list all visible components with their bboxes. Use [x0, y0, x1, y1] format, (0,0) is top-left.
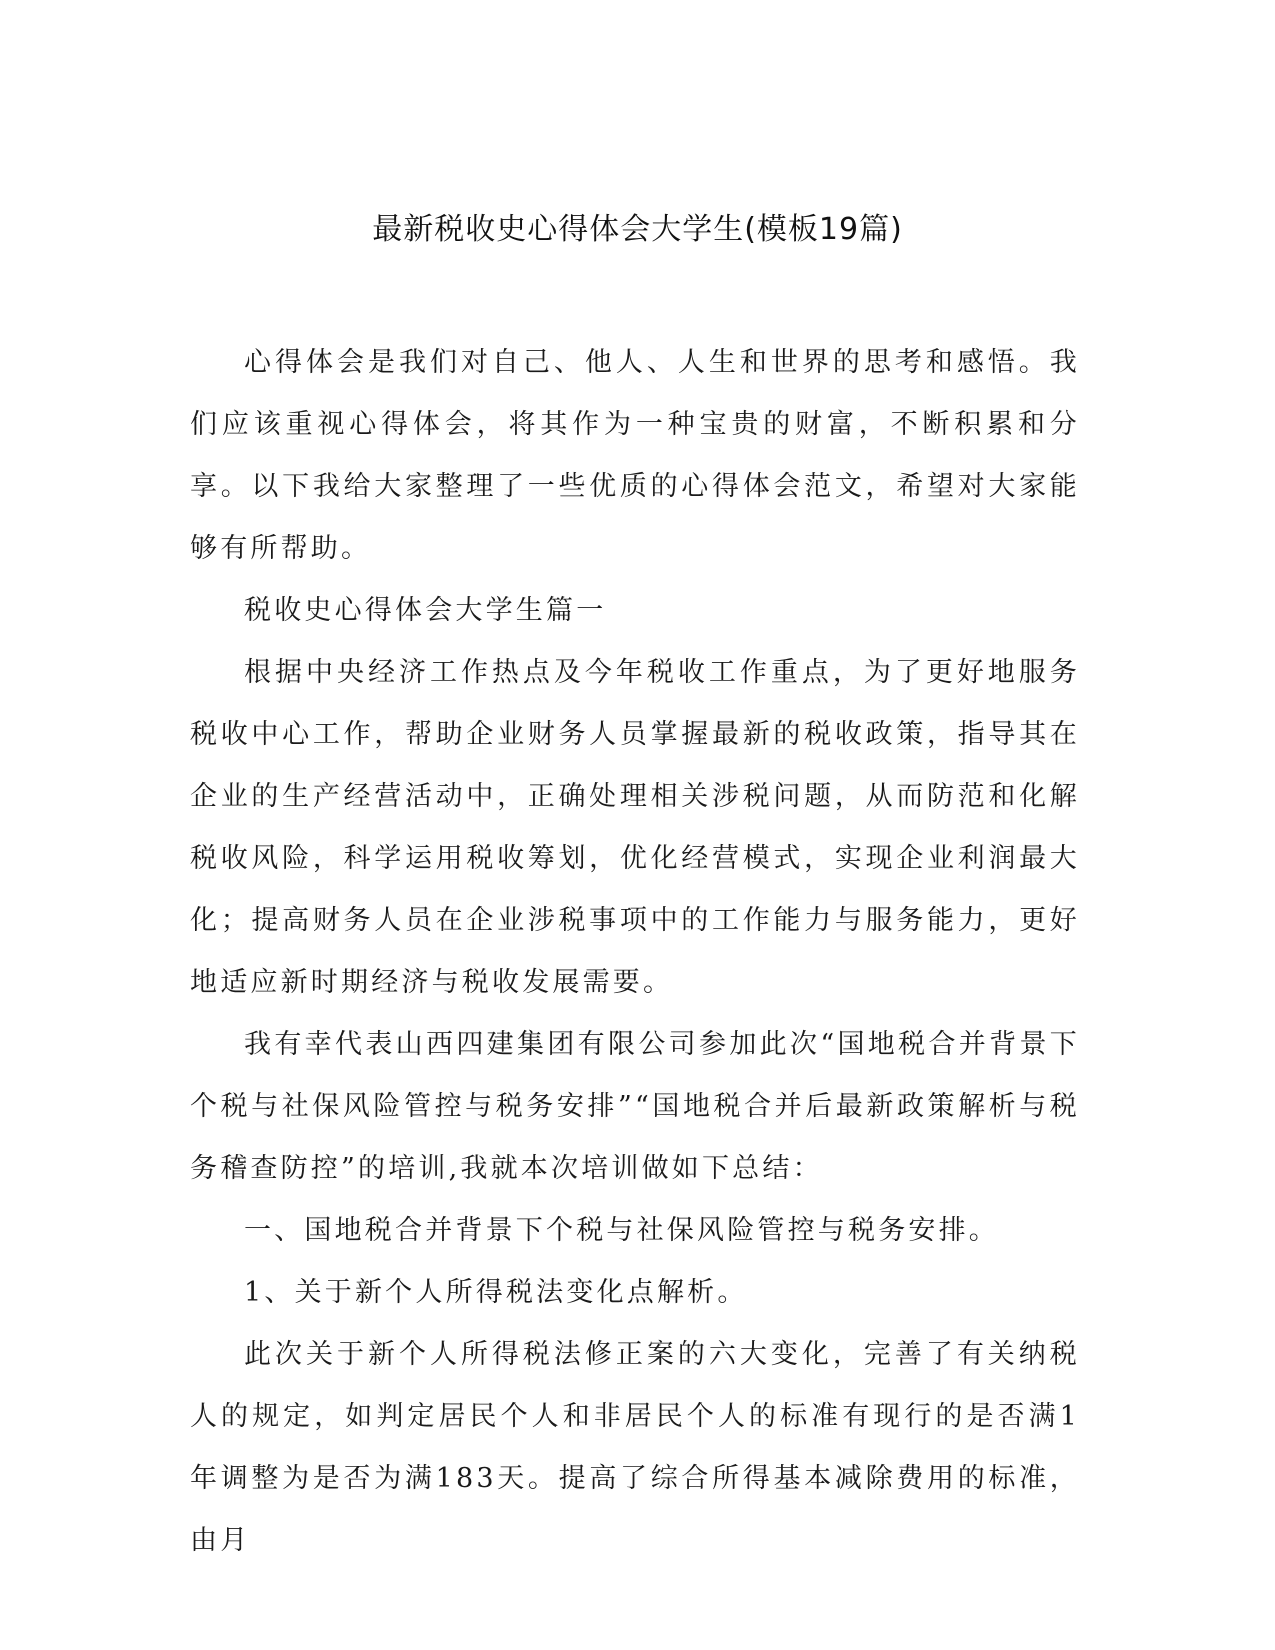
paragraph-intro: 心得体会是我们对自己、他人、人生和世界的思考和感悟。我们应该重视心得体会，将其作为一种宝贵的财富，不断积累和分享。以下我给大家整理了一些优质的心得体会范文，希望对大家能够有所帮助。: [190, 347, 1080, 564]
subsection-heading: 1、关于新个人所得税法变化点解析。: [244, 1277, 748, 1308]
section-heading: 税收史心得体会大学生篇一: [244, 595, 607, 626]
paragraph: 此次关于新个人所得税法修正案的六大变化，完善了有关纳税人的规定，如判定居民个人和非居民个人的标准有现行的是否满1年调整为是否为满183天。提高了综合所得基本减除费用的标准，由月: [190, 1339, 1080, 1556]
subsection-heading: 一、国地税合并背景下个税与社保风险管控与税务安排。: [244, 1215, 999, 1246]
paragraph: 根据中央经济工作热点及今年税收工作重点，为了更好地服务税收中心工作，帮助企业财务人员掌握最新的税收政策，指导其在企业的生产经营活动中，正确处理相关涉税问题，从而防范和化解税收风险，科学运用税收筹划，优化经营模式，实现企业利润最大化；提高财务人员在企业涉税事项中的工作能力与服务能力，更好地适应新时期经济与税收发展需要。: [190, 657, 1080, 998]
document-title: 最新税收史心得体会大学生(模板19篇): [372, 212, 903, 247]
paragraph: 我有幸代表山西四建集团有限公司参加此次“国地税合并背景下个税与社保风险管控与税务安排”“国地税合并后最新政策解析与税务稽查防控”的培训,我就本次培训做如下总结：: [190, 1029, 1080, 1184]
document-body: [190, 332, 1080, 1572]
